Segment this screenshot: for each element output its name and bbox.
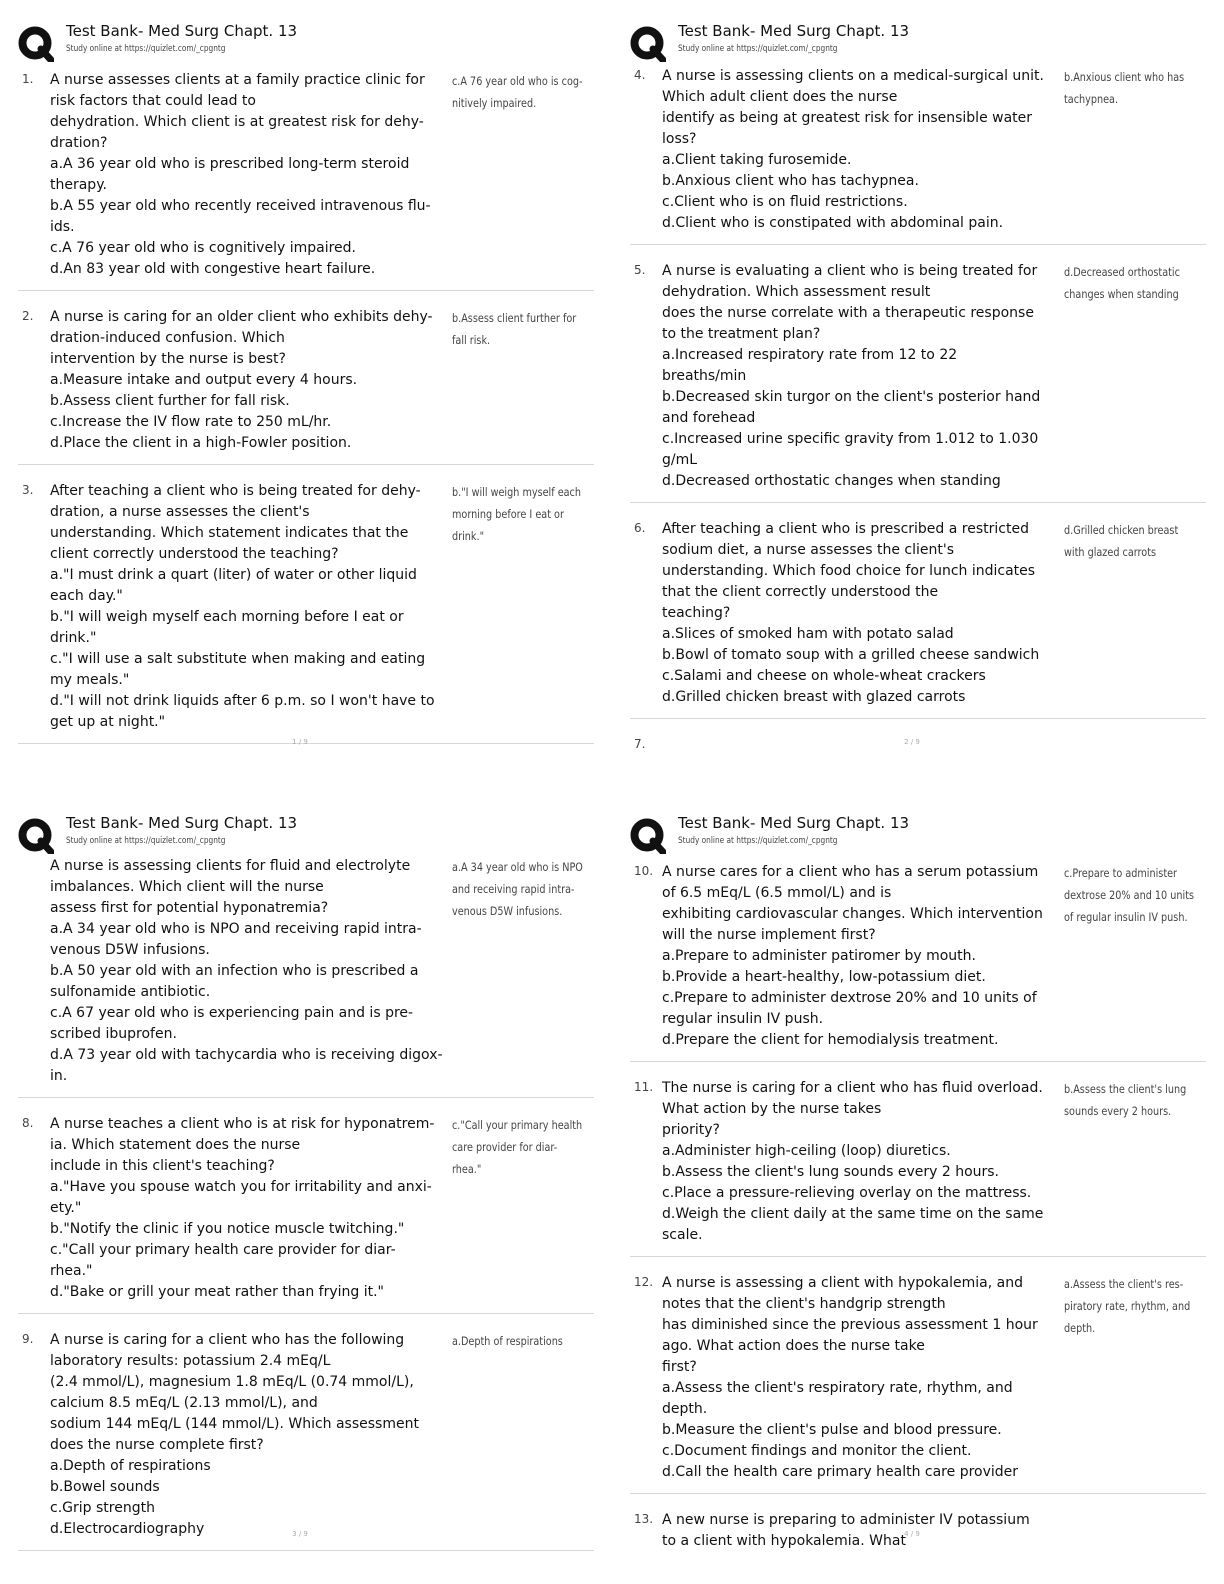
question-line: A nurse is assessing clients for fluid and electrolyte xyxy=(50,858,411,874)
option-line: d.Weigh the client daily at the same time on the same xyxy=(662,1206,1044,1222)
answer-line: nitively impaired. xyxy=(452,96,537,110)
question-line: to the treatment plan? xyxy=(662,326,821,342)
answer-line: c.Prepare to administer xyxy=(1064,866,1178,880)
answer-text xyxy=(1064,66,1185,234)
question-line: dration-induced confusion. Which xyxy=(50,330,285,346)
question-line: risk factors that could lead to xyxy=(50,93,256,109)
option-line: c.Increase the IV flow rate to 250 mL/hr. xyxy=(50,414,332,430)
question-row xyxy=(630,515,1206,719)
question-line: will the nurse implement first? xyxy=(662,927,876,943)
option-line: breaths/min xyxy=(662,368,747,384)
question-row xyxy=(630,257,1206,503)
question-number: 13. xyxy=(634,1512,654,1526)
option-line: a.Depth of respirations xyxy=(50,1458,211,1474)
option-line: a.Slices of smoked ham with potato salad xyxy=(662,626,954,642)
question-line: A nurse is assessing clients on a medical-surgical unit. xyxy=(662,68,1044,84)
option-line: b.Assess client further for fall risk. xyxy=(50,393,290,409)
option-line: c.Prepare to administer dextrose 20% and 10 units of xyxy=(662,990,1037,1006)
question-line: include in this client's teaching? xyxy=(50,1158,275,1174)
question-number: 12. xyxy=(634,1275,654,1289)
option-line: venous D5W infusions. xyxy=(50,942,210,958)
option-line: b.A 50 year old with an infection who is prescribed a xyxy=(50,963,419,979)
question-line: calcium 8.5 mEq/L (2.13 mmol/L), and xyxy=(50,1395,318,1411)
question-number xyxy=(18,856,50,1087)
question-text xyxy=(50,70,442,280)
answer-text xyxy=(452,70,583,280)
question-number: 2. xyxy=(22,309,34,323)
answer-line: a.A 34 year old who is NPO xyxy=(452,860,583,874)
document-title: Test Bank- Med Surg Chapt. 13 xyxy=(678,22,910,40)
question-line: ago. What action does the nurse take xyxy=(662,1338,925,1354)
option-line: d.Prepare the client for hemodialysis treatment. xyxy=(662,1032,999,1048)
question-text xyxy=(50,856,442,1087)
option-line: d."Bake or grill your meat rather than frying it." xyxy=(50,1284,384,1300)
question-line: (2.4 mmol/L), magnesium 1.8 mEq/L (0.74 mmol/L), xyxy=(50,1374,414,1390)
option-line: b.Provide a heart-healthy, low-potassium diet. xyxy=(662,969,986,985)
answer-text xyxy=(452,1330,570,1540)
option-line: d.Client who is constipated with abdominal pain. xyxy=(662,215,1004,231)
option-line: d.Grilled chicken breast with glazed carrots xyxy=(662,689,966,705)
quizlet-logo-icon xyxy=(630,818,666,854)
answer-line: d.Decreased orthostatic xyxy=(1064,265,1180,279)
option-line: c."I will use a salt substitute when making and eating xyxy=(50,651,426,667)
option-line: a.Administer high-ceiling (loop) diuretics. xyxy=(662,1143,951,1159)
question-line: A nurse is caring for a client who has the following xyxy=(50,1332,405,1348)
question-line: dration, a nurse assesses the client's xyxy=(50,504,310,520)
option-line: rhea." xyxy=(50,1263,93,1279)
answer-line: depth. xyxy=(1064,1321,1096,1335)
question-number: 10. xyxy=(634,864,654,878)
answer-line: with glazed carrots xyxy=(1064,545,1157,559)
option-line: d.A 73 year old with tachycardia who is receiving digox- xyxy=(50,1047,443,1063)
option-line: d.Place the client in a high-Fowler position. xyxy=(50,435,352,451)
answer-text xyxy=(1064,862,1195,1051)
answer-line: b.Assess the client's lung xyxy=(1064,1082,1187,1096)
option-line: and forehead xyxy=(662,410,756,426)
answer-text xyxy=(1064,261,1182,492)
option-line: b."Notify the clinic if you notice muscle twitching." xyxy=(50,1221,405,1237)
option-line: a."Have you spouse watch you for irritability and anxi- xyxy=(50,1179,432,1195)
document-title: Test Bank- Med Surg Chapt. 13 xyxy=(66,22,298,40)
option-line: each day." xyxy=(50,588,123,604)
answer-line: morning before I eat or xyxy=(452,507,564,521)
question-number: 7. xyxy=(634,737,646,751)
page-header xyxy=(630,814,1190,856)
question-row xyxy=(630,731,1206,761)
question-line: loss? xyxy=(662,131,697,147)
option-line: a.Increased respiratory rate from 12 to 22 xyxy=(662,347,958,363)
quizlet-logo-icon xyxy=(18,818,54,854)
document-subtitle: Study online at https://quizlet.com/_cpgntg xyxy=(66,836,226,846)
question-line: notes that the client's handgrip strength xyxy=(662,1296,946,1312)
question-line: sodium diet, a nurse assesses the client's xyxy=(662,542,955,558)
option-line: therapy. xyxy=(50,177,107,193)
option-line: depth. xyxy=(662,1401,708,1417)
answer-line: venous D5W infusions. xyxy=(452,904,563,918)
question-text xyxy=(662,519,1054,708)
option-line: b.A 55 year old who recently received intravenous flu- xyxy=(50,198,431,214)
question-text xyxy=(662,862,1054,1051)
question-number: 9. xyxy=(22,1332,34,1346)
question-line: A nurse teaches a client who is at risk for hyponatrem- xyxy=(50,1116,435,1132)
page-footer: 2 / 9 xyxy=(904,738,920,746)
document-title: Test Bank- Med Surg Chapt. 13 xyxy=(678,814,910,832)
question-line: Which adult client does the nurse xyxy=(662,89,898,105)
option-line: c.Place a pressure-relieving overlay on the mattress. xyxy=(662,1185,1032,1201)
question-line: A nurse cares for a client who has a serum potassium xyxy=(662,864,1039,880)
answer-line: c.A 76 year old who is cog- xyxy=(452,74,583,88)
option-line: scribed ibuprofen. xyxy=(50,1026,177,1042)
document-subtitle: Study online at https://quizlet.com/_cpgntg xyxy=(66,44,226,54)
option-line: sulfonamide antibiotic. xyxy=(50,984,211,1000)
answer-line: d.Grilled chicken breast xyxy=(1064,523,1179,537)
answer-line: fall risk. xyxy=(452,333,491,347)
question-line: does the nurse complete first? xyxy=(50,1437,264,1453)
page-header xyxy=(630,22,1190,64)
answer-text xyxy=(1064,1078,1187,1246)
option-line: ids. xyxy=(50,219,75,235)
question-line: A nurse is assessing a client with hypokalemia, and xyxy=(662,1275,1023,1291)
option-line: a.Client taking furosemide. xyxy=(662,152,852,168)
option-line: a.Assess the client's respiratory rate, rhythm, and xyxy=(662,1380,1013,1396)
option-line: d.An 83 year old with congestive heart failure. xyxy=(50,261,376,277)
answer-text xyxy=(452,481,582,733)
answer-line: of regular insulin IV push. xyxy=(1064,910,1188,924)
question-row xyxy=(18,1326,594,1551)
option-line: c.A 67 year old who is experiencing pain and is pre- xyxy=(50,1005,414,1021)
option-line: my meals." xyxy=(50,672,130,688)
option-line: in. xyxy=(50,1068,68,1084)
page-footer: 4 / 9 xyxy=(904,1530,920,1538)
question-line: dration? xyxy=(50,135,108,151)
question-line: What action by the nurse takes xyxy=(662,1101,882,1117)
question-line: A new nurse is preparing to administer IV potassium xyxy=(662,1512,1030,1528)
answer-text xyxy=(452,856,583,1087)
quizlet-logo-icon xyxy=(18,26,54,62)
question-text xyxy=(50,307,442,454)
document-title: Test Bank- Med Surg Chapt. 13 xyxy=(66,814,298,832)
option-line: a.A 34 year old who is NPO and receiving rapid intra- xyxy=(50,921,422,937)
question-line: understanding. Which statement indicates that the xyxy=(50,525,409,541)
option-line: c.Grip strength xyxy=(50,1500,155,1516)
question-line: A nurse is evaluating a client who is being treated for xyxy=(662,263,1038,279)
question-line: assess first for potential hyponatremia? xyxy=(50,900,329,916)
quizlet-logo-icon xyxy=(630,26,666,62)
option-line: d.Decreased orthostatic changes when standing xyxy=(662,473,1001,489)
question-number: 4. xyxy=(634,68,646,82)
option-line: c.A 76 year old who is cognitively impaired. xyxy=(50,240,356,256)
option-line: c.Client who is on fluid restrictions. xyxy=(662,194,908,210)
option-line: get up at night." xyxy=(50,714,166,730)
page-3 xyxy=(0,792,612,1584)
answer-line: and receiving rapid intra- xyxy=(452,882,575,896)
option-line: ety." xyxy=(50,1200,82,1216)
option-line: a."I must drink a quart (liter) of water or other liquid xyxy=(50,567,417,583)
question-line: intervention by the nurse is best? xyxy=(50,351,286,367)
page-1 xyxy=(0,0,612,792)
page-footer: 1 / 9 xyxy=(292,738,308,746)
answer-text xyxy=(452,1114,583,1303)
answer-line: dextrose 20% and 10 units xyxy=(1064,888,1195,902)
question-number: 5. xyxy=(634,263,646,277)
option-line: a.Measure intake and output every 4 hours. xyxy=(50,372,358,388)
question-text xyxy=(662,66,1054,234)
question-row xyxy=(18,66,594,291)
question-line: The nurse is caring for a client who has fluid overload. xyxy=(662,1080,1043,1096)
question-line: first? xyxy=(662,1359,697,1375)
question-line: client correctly understood the teaching? xyxy=(50,546,339,562)
question-row xyxy=(18,303,594,465)
question-line: exhibiting cardiovascular changes. Which intervention xyxy=(662,906,1043,922)
question-line: laboratory results: potassium 2.4 mEq/L xyxy=(50,1353,331,1369)
question-line: dehydration. Which assessment result xyxy=(662,284,931,300)
question-row xyxy=(630,1269,1206,1494)
page-4 xyxy=(612,792,1224,1584)
answer-text xyxy=(452,307,577,454)
question-line: does the nurse correlate with a therapeutic response xyxy=(662,305,1034,321)
question-list xyxy=(18,852,594,1563)
answer-line: a.Depth of respirations xyxy=(452,1334,563,1348)
question-number: 6. xyxy=(634,521,646,535)
option-line: c.Salami and cheese on whole-wheat crackers xyxy=(662,668,986,684)
question-row xyxy=(630,62,1206,245)
answer-text xyxy=(1064,519,1182,708)
question-row xyxy=(630,1074,1206,1257)
option-line: a.Prepare to administer patiromer by mouth. xyxy=(662,948,976,964)
question-text xyxy=(50,481,442,733)
option-line: b."I will weigh myself each morning before I eat or xyxy=(50,609,404,625)
option-line: b.Bowel sounds xyxy=(50,1479,160,1495)
answer-line: a.Assess the client's res- xyxy=(1064,1277,1184,1291)
question-line: priority? xyxy=(662,1122,720,1138)
page-footer: 3 / 9 xyxy=(292,1530,308,1538)
answer-line: care provider for diar- xyxy=(452,1140,558,1154)
option-line: regular insulin IV push. xyxy=(662,1011,824,1027)
answer-line: changes when standing xyxy=(1064,287,1179,301)
question-row xyxy=(18,477,594,744)
question-number: 11. xyxy=(634,1080,654,1094)
option-line: drink." xyxy=(50,630,97,646)
question-line: A nurse is caring for an older client who exhibits dehy- xyxy=(50,309,433,325)
option-line: b.Anxious client who has tachypnea. xyxy=(662,173,919,189)
answer-line: c."Call your primary health xyxy=(452,1118,583,1132)
answer-line: b.Assess client further for xyxy=(452,311,577,325)
question-line: of 6.5 mEq/L (6.5 mmol/L) and is xyxy=(662,885,892,901)
option-line: scale. xyxy=(662,1227,703,1243)
option-line: b.Bowl of tomato soup with a grilled cheese sandwich xyxy=(662,647,1040,663)
question-line: to a client with hypokalemia. What xyxy=(662,1533,906,1549)
question-line: ia. Which statement does the nurse xyxy=(50,1137,301,1153)
answer-line: sounds every 2 hours. xyxy=(1064,1104,1172,1118)
question-text xyxy=(662,261,1054,492)
option-line: b.Assess the client's lung sounds every 2 hours. xyxy=(662,1164,1000,1180)
question-line: that the client correctly understood the xyxy=(662,584,939,600)
question-number: 3. xyxy=(22,483,34,497)
question-line: After teaching a client who is prescribed a restricted xyxy=(662,521,1029,537)
question-text xyxy=(662,1078,1054,1246)
question-line: has diminished since the previous assessment 1 hour xyxy=(662,1317,1038,1333)
option-line: a.A 36 year old who is prescribed long-term steroid xyxy=(50,156,410,172)
option-line: d.Electrocardiography xyxy=(50,1521,205,1537)
question-line: After teaching a client who is being treated for dehy- xyxy=(50,483,421,499)
answer-line: b."I will weigh myself each xyxy=(452,485,582,499)
question-row xyxy=(18,1110,594,1314)
document-subtitle: Study online at https://quizlet.com/_cpgntg xyxy=(678,44,838,54)
question-row xyxy=(18,852,594,1098)
question-text xyxy=(662,1273,1054,1483)
document-subtitle: Study online at https://quizlet.com/_cpgntg xyxy=(678,836,838,846)
option-line: c.Document findings and monitor the client. xyxy=(662,1443,972,1459)
question-number: 1. xyxy=(22,72,34,86)
option-line: b.Decreased skin turgor on the client's posterior hand xyxy=(662,389,1041,405)
page-header xyxy=(18,22,578,64)
option-line: c.Increased urine specific gravity from 1.012 to 1.030 xyxy=(662,431,1039,447)
question-line: dehydration. Which client is at greatest risk for dehy- xyxy=(50,114,424,130)
page-header xyxy=(18,814,578,856)
option-line: c."Call your primary health care provider for diar- xyxy=(50,1242,396,1258)
question-list xyxy=(630,858,1206,1574)
answer-line: b.Anxious client who has xyxy=(1064,70,1185,84)
option-line: g/mL xyxy=(662,452,698,468)
question-list xyxy=(18,66,594,756)
question-line: understanding. Which food choice for lunch indicates xyxy=(662,563,1036,579)
question-line: identify as being at greatest risk for insensible water xyxy=(662,110,1033,126)
question-line: imbalances. Which client will the nurse xyxy=(50,879,324,895)
question-line: A nurse assesses clients at a family practice clinic for xyxy=(50,72,425,88)
page-2 xyxy=(612,0,1224,792)
answer-line: piratory rate, rhythm, and xyxy=(1064,1299,1191,1313)
question-line: sodium 144 mEq/L (144 mmol/L). Which assessment xyxy=(50,1416,419,1432)
answer-line: tachypnea. xyxy=(1064,92,1119,106)
question-list xyxy=(630,62,1206,773)
answer-text xyxy=(1064,1273,1191,1483)
question-row xyxy=(630,858,1206,1062)
question-text xyxy=(50,1114,442,1303)
option-line: d."I will not drink liquids after 6 p.m. so I won't have to xyxy=(50,693,435,709)
option-line: b.Measure the client's pulse and blood pressure. xyxy=(662,1422,1002,1438)
answer-line: rhea." xyxy=(452,1162,482,1176)
question-text xyxy=(50,1330,442,1540)
answer-line: drink." xyxy=(452,529,485,543)
question-number: 8. xyxy=(22,1116,34,1130)
option-line: d.Call the health care primary health care provider xyxy=(662,1464,1019,1480)
question-line: teaching? xyxy=(662,605,731,621)
